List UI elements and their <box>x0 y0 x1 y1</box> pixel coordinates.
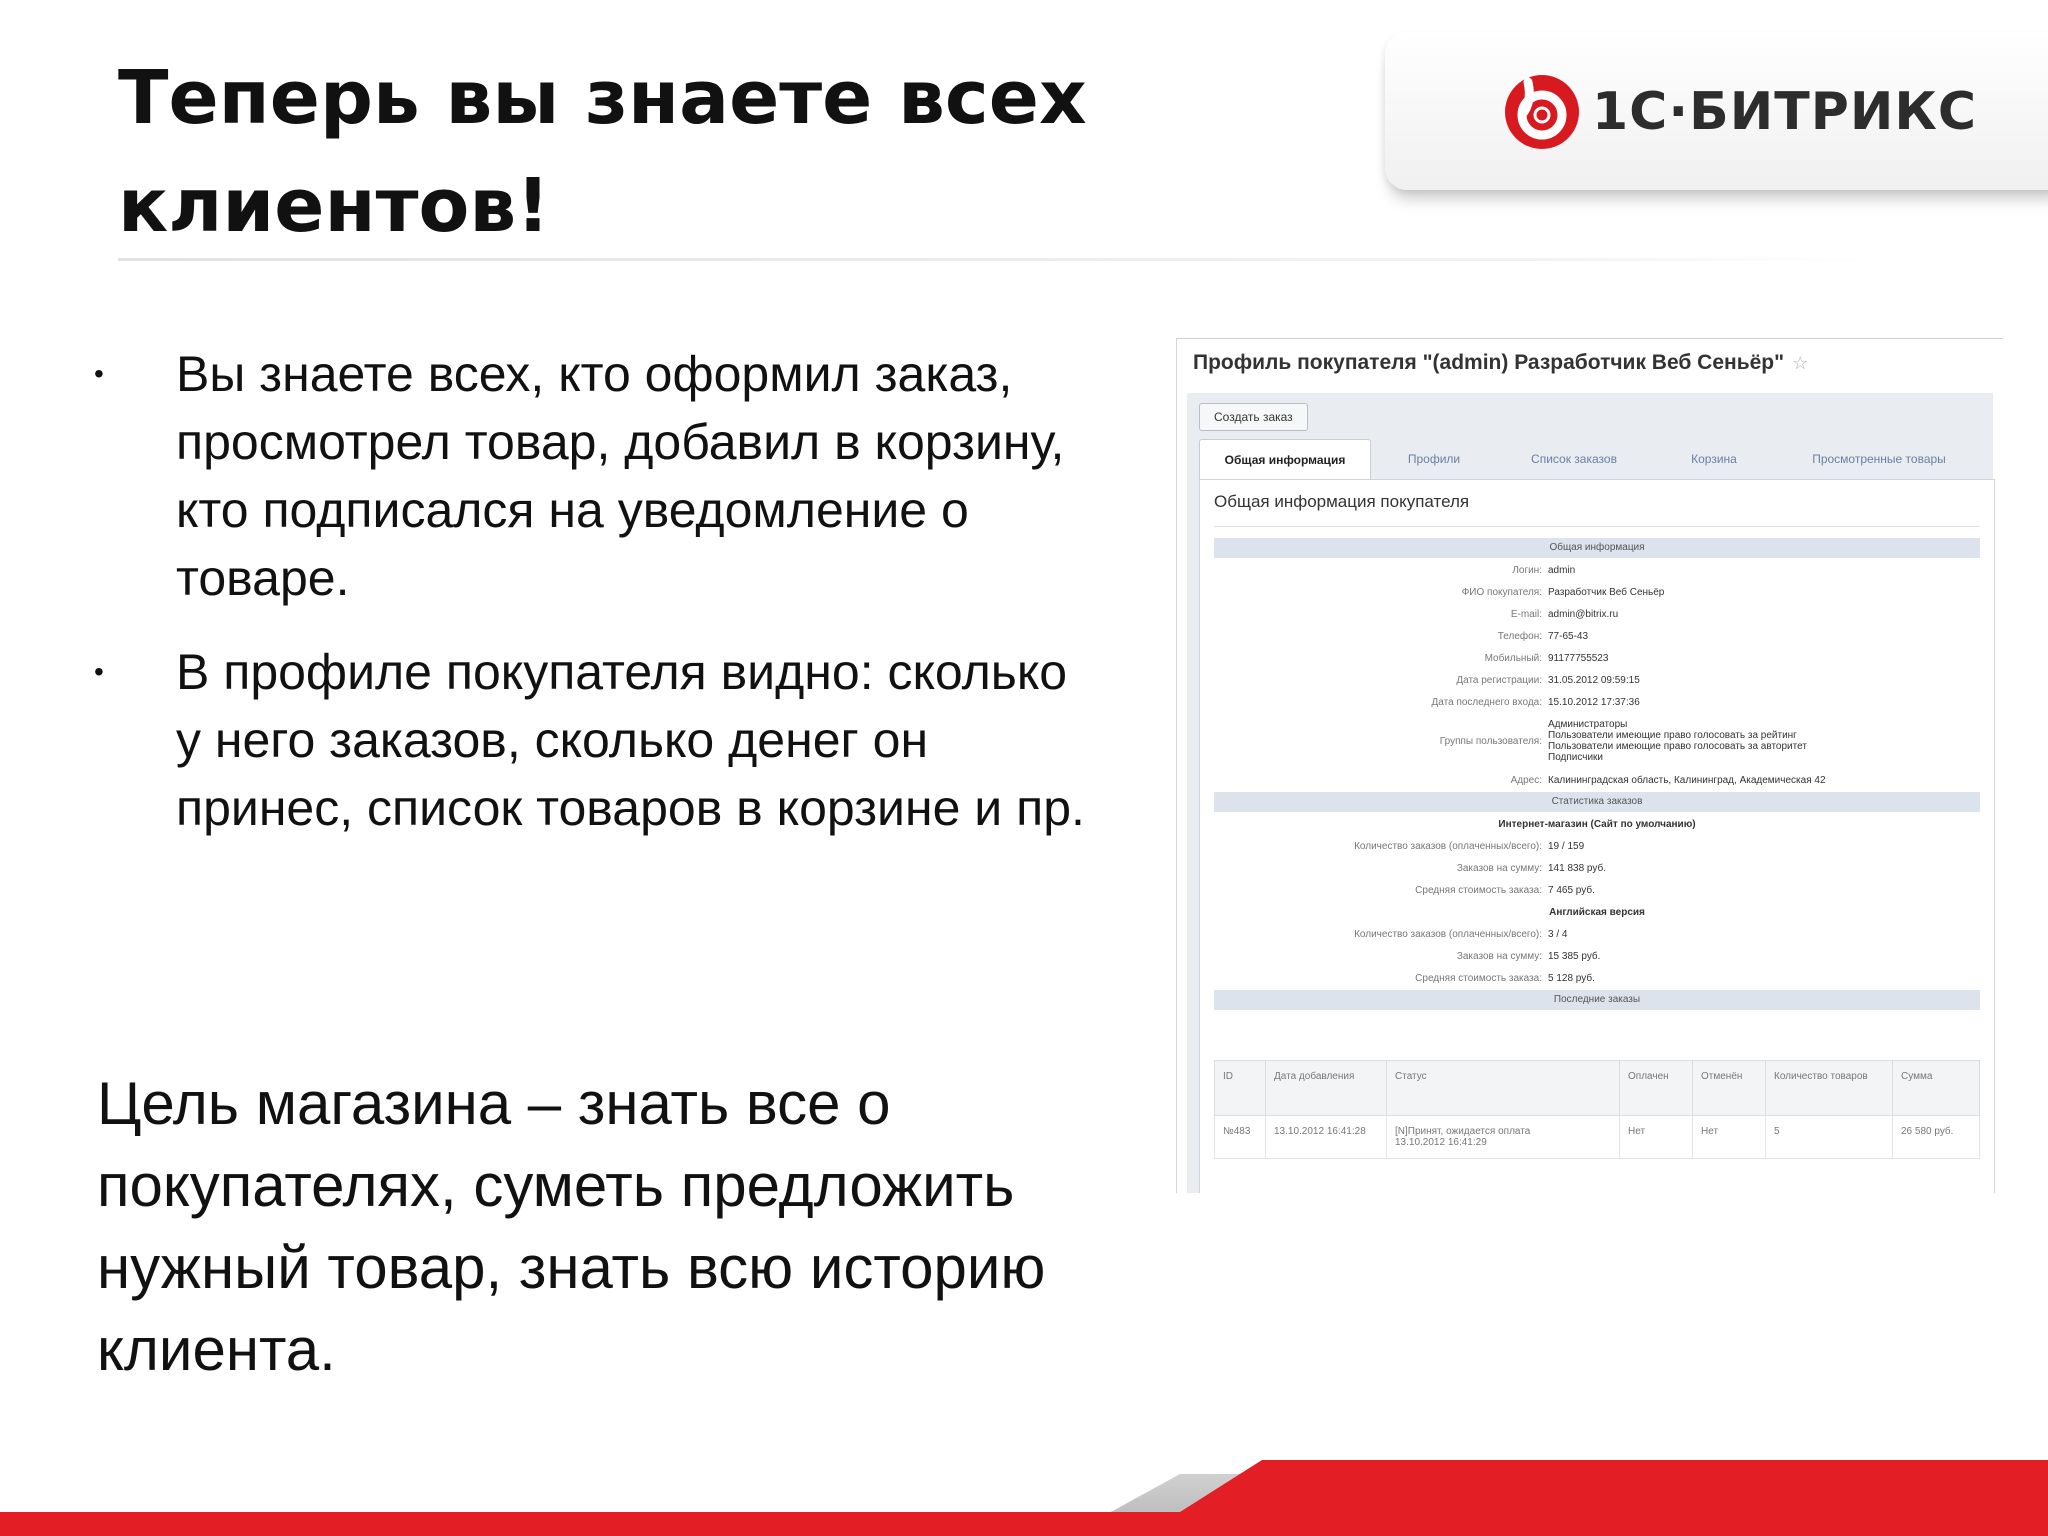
col-qty[interactable]: Количество товаров <box>1766 1061 1893 1116</box>
panel-heading: Общая информация покупателя <box>1214 492 1470 511</box>
order-qty: 5 <box>1766 1116 1893 1159</box>
col-paid[interactable]: Оплачен <box>1620 1061 1693 1116</box>
tab-cart[interactable]: Корзина <box>1691 452 1737 466</box>
table-header-row <box>1215 1061 1980 1116</box>
shop-default-heading: Интернет-магазин (Сайт по умолчанию) <box>1498 819 1696 830</box>
tab-profiles[interactable]: Профили <box>1407 452 1461 466</box>
user-groups: Администраторы Пользователи имеющие право голосовать за рейтинг Пользователи имеющие право голосовать за авторитет Подписчики <box>1548 719 1807 763</box>
panel-divider <box>1214 526 1980 527</box>
info-table <box>1214 538 1980 1012</box>
stats-row-sum: Заказов на сумму: 141 838 руб. <box>1456 863 1606 874</box>
slide-title: Теперь вы знаете всех клиентов! <box>118 55 1087 249</box>
info-row-groups: Группы пользователя: Администраторы Пользователи имеющие право голосовать за рейтинг Пользователи имеющие право голосовать за авторитет Подписчики <box>1439 719 1807 763</box>
stats-row-count: Количество заказов (оплаченных/всего): 3 / 4 <box>1354 929 1568 940</box>
profile-tabs <box>1199 439 1993 479</box>
order-paid: Нет <box>1620 1116 1693 1159</box>
bullet-text: Вы знаете всех, кто оформил заказ, просмотрел товар, добавил в корзину, кто подписался на уведомление о товаре. <box>176 346 1065 606</box>
logo-wordmark: 1С·БИТРИКС <box>1592 82 1978 142</box>
info-row-phone: Телефон: 77-65-43 <box>1497 631 1589 642</box>
bullet-marker: • <box>94 358 104 389</box>
customer-profile-screenshot <box>1176 338 2003 1193</box>
shop-english-heading: Английская версия <box>1549 907 1645 918</box>
col-date[interactable]: Дата добавления <box>1266 1061 1387 1116</box>
order-date: 13.10.2012 16:41:28 <box>1266 1116 1387 1159</box>
order-sum: 26 580 руб. <box>1893 1116 1980 1159</box>
info-row-fio: ФИО покупателя: Разработчик Веб Сеньёр <box>1461 587 1665 598</box>
col-sum[interactable]: Сумма <box>1893 1061 1980 1116</box>
bitrix-logo-icon <box>1502 72 1582 152</box>
tab-order-list[interactable]: Список заказов <box>1531 452 1617 466</box>
bullet-text: В профиле покупателя видно: сколько у него заказов, сколько денег он принес, список товаров в корзине и пр. <box>176 644 1085 836</box>
email-link[interactable]: admin@bitrix.ru <box>1548 609 1619 620</box>
info-row-address: Адрес: Калининградская область, Калининград, Академическая 42 <box>1510 775 1826 786</box>
bullet-list <box>90 340 1090 868</box>
profile-body <box>1187 393 1993 1193</box>
col-canceled[interactable]: Отменён <box>1693 1061 1766 1116</box>
stats-row-avg: Средняя стоимость заказа: 5 128 руб. <box>1415 973 1595 984</box>
info-row-last-login: Дата последнего входа: 15.10.2012 17:37:36 <box>1431 697 1640 708</box>
profile-title <box>1193 351 1808 375</box>
profile-title-text: Профиль покупателя "(admin) Разработчик Веб Сеньёр" <box>1193 351 1785 374</box>
stats-row-sum: Заказов на сумму: 15 385 руб. <box>1456 951 1601 962</box>
col-status[interactable]: Статус <box>1387 1061 1620 1116</box>
order-status: [N]Принят, ожидается оплата 13.10.2012 16:41:29 <box>1387 1116 1620 1159</box>
create-order-button[interactable]: Создать заказ <box>1199 403 1308 431</box>
footer-red-band <box>0 1460 2048 1536</box>
col-id[interactable]: ID <box>1215 1061 1266 1116</box>
info-row-email: E-mail: admin@bitrix.ru <box>1510 609 1619 620</box>
table-row[interactable] <box>1215 1116 1980 1159</box>
stats-row-avg: Средняя стоимость заказа: 7 465 руб. <box>1415 885 1595 896</box>
bullet-item <box>90 340 1090 612</box>
info-row-mobile: Мобильный: 91177755523 <box>1484 653 1609 664</box>
section-order-stats: Статистика заказов <box>1214 792 1980 812</box>
bullet-marker: • <box>94 656 104 687</box>
info-row-registration: Дата регистрации: 31.05.2012 09:59:15 <box>1456 675 1640 686</box>
section-general: Общая информация <box>1214 538 1980 558</box>
stats-row-count: Количество заказов (оплаченных/всего): 19 / 159 <box>1354 841 1585 852</box>
favorite-star-icon[interactable]: ☆ <box>1792 353 1809 373</box>
last-orders-table <box>1214 1060 1980 1159</box>
order-canceled: Нет <box>1693 1116 1766 1159</box>
info-row-login: Логин: admin <box>1512 565 1576 576</box>
goal-statement: Цель магазина – знать все о покупателях, суметь предложить нужный товар, знать всю историю клиента. <box>97 1070 1046 1383</box>
title-divider <box>118 258 1868 261</box>
bullet-item <box>90 638 1090 842</box>
tab-general-info[interactable]: Общая информация <box>1199 439 1371 480</box>
order-id-link[interactable]: №483 <box>1215 1116 1266 1159</box>
tab-viewed-products[interactable]: Просмотренные товары <box>1812 452 1946 466</box>
section-last-orders: Последние заказы <box>1214 990 1980 1010</box>
general-info-panel <box>1199 479 1995 1193</box>
